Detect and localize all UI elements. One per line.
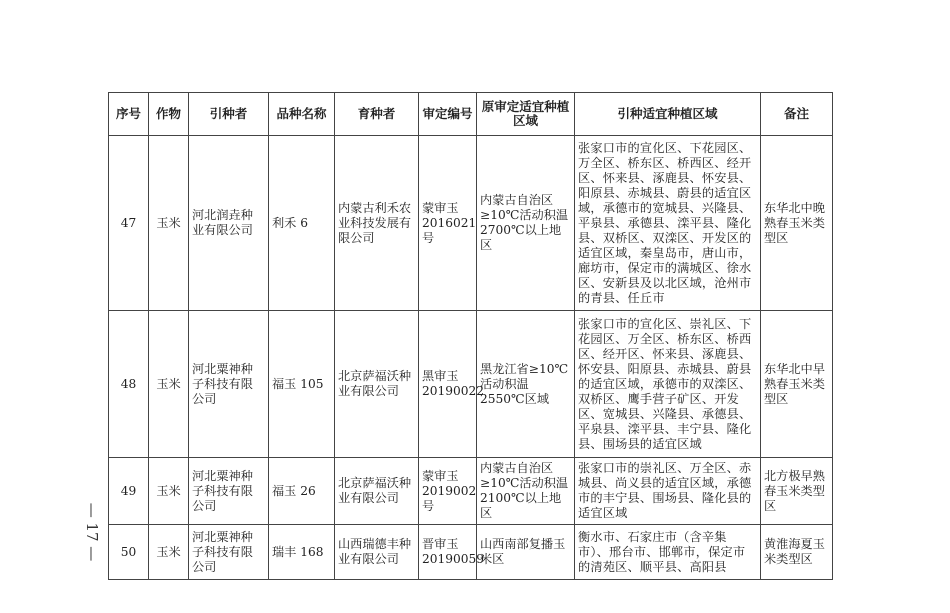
cell-orig-region: 山西南部复播玉米区 <box>477 525 575 580</box>
cell-note: 黄淮海夏玉米类型区 <box>761 525 833 580</box>
variety-introduction-table <box>108 92 833 580</box>
cell-orig-region: 内蒙古自治区≥10℃活动积温2700℃以上地区 <box>477 136 575 311</box>
table-row <box>109 136 833 311</box>
cell-variety: 福玉 26 <box>269 458 335 525</box>
table-row <box>109 525 833 580</box>
cell-code: 黑审玉20190022 <box>419 311 477 458</box>
header-crop: 作物 <box>149 93 189 136</box>
header-orig-region: 原审定适宜种植区域 <box>477 93 575 136</box>
cell-orig-region: 黑龙江省≥10℃活动积温2550℃区域 <box>477 311 575 458</box>
cell-variety: 瑞丰 168 <box>269 525 335 580</box>
cell-code: 晋审玉20190059 <box>419 525 477 580</box>
cell-no: 47 <box>109 136 149 311</box>
cell-variety: 利禾 6 <box>269 136 335 311</box>
page-number: — 17 — <box>83 502 101 562</box>
header-no: 序号 <box>109 93 149 136</box>
table-row <box>109 311 833 458</box>
cell-introducer: 河北粟神种子科技有限公司 <box>189 311 269 458</box>
cell-no: 50 <box>109 525 149 580</box>
table-row <box>109 458 833 525</box>
header-intro-region: 引种适宜种植区域 <box>575 93 761 136</box>
cell-note: 东华北中晚熟春玉米类型区 <box>761 136 833 311</box>
cell-breeder: 山西瑞德丰种业有限公司 <box>335 525 419 580</box>
cell-intro-region: 衡水市、石家庄市（含辛集市）、邢台市、邯郸市，保定市的清苑区、顺平县、高阳县 <box>575 525 761 580</box>
cell-crop: 玉米 <box>149 525 189 580</box>
cell-intro-region: 张家口市的宣化区、下花园区、万全区、桥东区、桥西区、经开区、怀来县、涿鹿县、怀安县、阳原县、赤城县、蔚县的适宜区域，承德市的宽城县、兴隆县、平泉县、承德县、滦平县、隆化县、双桥区、双滦区、开发区的适宜区域，秦皇岛市，唐山市，廊坊市，保定市的满城区、徐水区、安新县及以北区域，沧州市的青县、任丘市 <box>575 136 761 311</box>
cell-intro-region: 张家口市的宣化区、崇礼区、下花园区、万全区、桥东区、桥西区、经开区、怀来县、涿鹿县、怀安县、阳原县、赤城县、蔚县的适宜区域，承德市的双滦区、双桥区、鹰手营子矿区、开发区、宽城县、兴隆县、承德县、平泉县、滦平县、丰宁县、隆化县、围场县的适宜区域 <box>575 311 761 458</box>
cell-note: 东华北中早熟春玉米类型区 <box>761 311 833 458</box>
cell-intro-region: 张家口市的崇礼区、万全区、赤城县、尚义县的适宜区域，承德市的丰宁县、围场县、隆化县的适宜区域 <box>575 458 761 525</box>
cell-breeder: 内蒙古利禾农业科技发展有限公司 <box>335 136 419 311</box>
cell-no: 49 <box>109 458 149 525</box>
cell-crop: 玉米 <box>149 458 189 525</box>
cell-introducer: 河北粟神种子科技有限公司 <box>189 458 269 525</box>
header-introducer: 引种者 <box>189 93 269 136</box>
table-header-row <box>109 93 833 136</box>
cell-code: 蒙审玉2019002号 <box>419 458 477 525</box>
cell-code: 蒙审玉2016021号 <box>419 136 477 311</box>
cell-introducer: 河北粟神种子科技有限公司 <box>189 525 269 580</box>
header-note: 备注 <box>761 93 833 136</box>
cell-crop: 玉米 <box>149 311 189 458</box>
cell-introducer: 河北润垚种业有限公司 <box>189 136 269 311</box>
header-code: 审定编号 <box>419 93 477 136</box>
cell-orig-region: 内蒙古自治区≥10℃活动积温2100℃以上地区 <box>477 458 575 525</box>
cell-breeder: 北京萨福沃种业有限公司 <box>335 311 419 458</box>
cell-breeder: 北京萨福沃种业有限公司 <box>335 458 419 525</box>
header-variety: 品种名称 <box>269 93 335 136</box>
cell-crop: 玉米 <box>149 136 189 311</box>
header-breeder: 育种者 <box>335 93 419 136</box>
cell-variety: 福玉 105 <box>269 311 335 458</box>
cell-note: 北方极早熟春玉米类型区 <box>761 458 833 525</box>
cell-no: 48 <box>109 311 149 458</box>
